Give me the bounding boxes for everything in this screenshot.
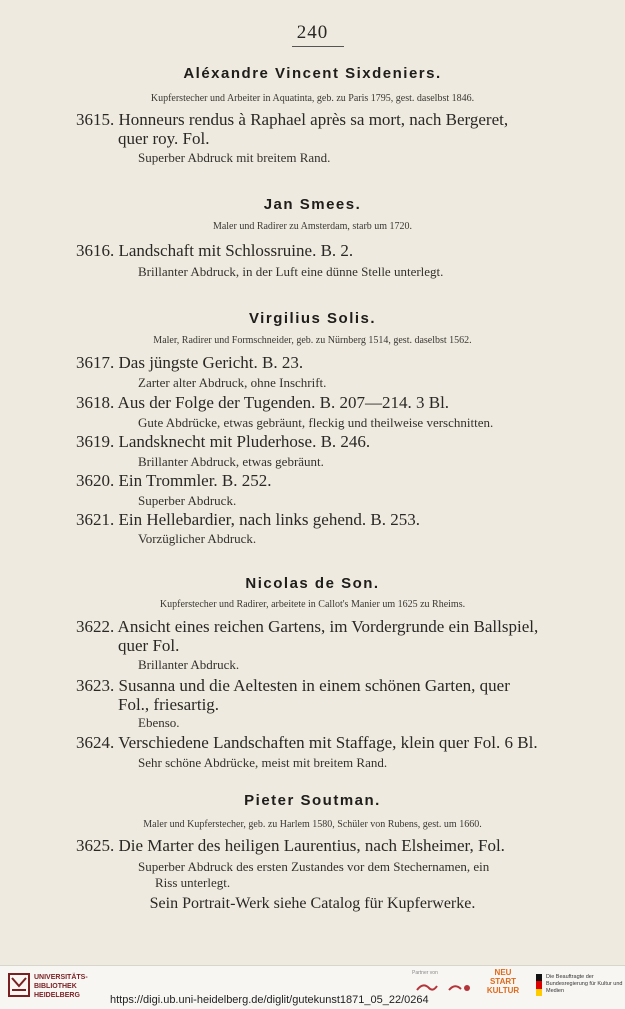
artist-heading: Pieter Soutman.: [244, 792, 381, 809]
catalog-entry: 3620. Ein Trommler. B. 252.: [76, 471, 272, 490]
catalog-entry: 3619. Landsknecht mit Pluderhose. B. 246.: [76, 432, 371, 451]
artist-heading: Nicolas de Son.: [245, 575, 380, 592]
entry-note-continued: Riss unterlegt.: [155, 875, 231, 890]
catalog-entry: 3623. Susanna und die Aeltesten in einem schönen Garten, quer: [76, 676, 510, 695]
artist-bio: Maler und Radirer zu Amsterdam, starb um 1720.: [212, 221, 413, 232]
entry-note: Vorzüglicher Abdruck.: [138, 531, 257, 546]
library-footer-bar: [0, 965, 625, 1009]
federal-flag-icon: [536, 974, 542, 996]
artist-heading: Aléxandre Vincent Sixdeniers.: [183, 65, 442, 82]
artist-heading: Virgilius Solis.: [248, 310, 377, 327]
university-library-logo-icon: [8, 970, 30, 998]
catalog-entry: 3617. Das jüngste Gericht. B. 23.: [76, 353, 304, 372]
entry-note: Zarter alter Abdruck, ohne Inschrift.: [138, 375, 327, 390]
catalog-entry: 3618. Aus der Folge der Tugenden. B. 207—214. 3 Bl.: [76, 393, 450, 412]
entry-note: Gute Abdrücke, etwas gebräunt, fleckig und theilweise verschnitten.: [138, 415, 494, 430]
entry-note: Brillanter Abdruck.: [138, 657, 240, 672]
partner-logos-icon: [415, 980, 475, 994]
closing-reference: Sein Portrait-Werk siehe Catalog für Kupferwerke.: [149, 895, 476, 912]
artist-bio: Maler, Radirer und Formschneider, geb. zu Nürnberg 1514, gest. daselbst 1562.: [153, 335, 472, 346]
entry-note: Superber Abdruck.: [138, 493, 237, 508]
partner-label: Partner von: [412, 970, 438, 976]
entry-note: Brillanter Abdruck, in der Luft eine dünne Stelle unterlegt.: [138, 264, 444, 279]
catalog-entry: 3624. Verschiedene Landschaften mit Staffage, klein quer Fol. 6 Bl.: [76, 733, 538, 752]
artist-bio: Kupferstecher und Radirer, arbeitete in Callot's Manier um 1625 zu Rheims.: [159, 599, 466, 610]
catalog-entry-continued: Fol., friesartig.: [118, 695, 220, 714]
catalog-entry: 3616. Landschaft mit Schlossruine. B. 2.: [76, 241, 354, 260]
neustart-kultur-logo: NEU START KULTUR: [486, 968, 520, 995]
source-url-link[interactable]: https://digi.ub.uni-heidelberg.de/diglit/gutekunst1871_05_22/0264: [110, 994, 429, 1006]
entry-note: Superber Abdruck mit breitem Rand.: [138, 150, 331, 165]
catalog-entry-continued: quer Fol.: [118, 636, 180, 655]
artist-bio: Kupferstecher und Arbeiter in Aquatinta, geb. zu Paris 1795, gest. daselbst 1846.: [150, 93, 475, 104]
page-number-rule: [292, 46, 344, 47]
catalog-entry: 3622. Ansicht eines reichen Gartens, im Vordergrunde ein Ballspiel,: [76, 617, 539, 636]
library-name: UNIVERSITÄTS- BIBLIOTHEK HEIDELBERG: [34, 974, 88, 999]
page-number: 240: [296, 22, 329, 43]
entry-note: Ebenso.: [138, 715, 180, 730]
catalog-entry: 3625. Die Marter des heiligen Laurentius, nach Elsheimer, Fol.: [76, 836, 505, 855]
entry-note: Sehr schöne Abdrücke, meist mit breitem Rand.: [138, 755, 388, 770]
entry-note: Superber Abdruck des ersten Zustandes vor dem Stechernamen, ein: [138, 859, 490, 874]
artist-heading: Jan Smees.: [263, 196, 362, 213]
entry-note: Brillanter Abdruck, etwas gebräunt.: [138, 454, 324, 469]
catalog-entry-continued: quer roy. Fol.: [118, 129, 210, 148]
artist-bio: Maler und Kupferstecher, geb. zu Harlem 1580, Schüler von Rubens, gest. um 1660.: [143, 819, 482, 830]
sponsor-text: Die Beauftragte der Bundesregierung für Kultur und Medien: [546, 974, 623, 994]
catalog-entry: 3621. Ein Hellebardier, nach links gehend. B. 253.: [76, 510, 420, 529]
catalog-entry: 3615. Honneurs rendus à Raphael après sa mort, nach Bergeret,: [76, 110, 509, 129]
